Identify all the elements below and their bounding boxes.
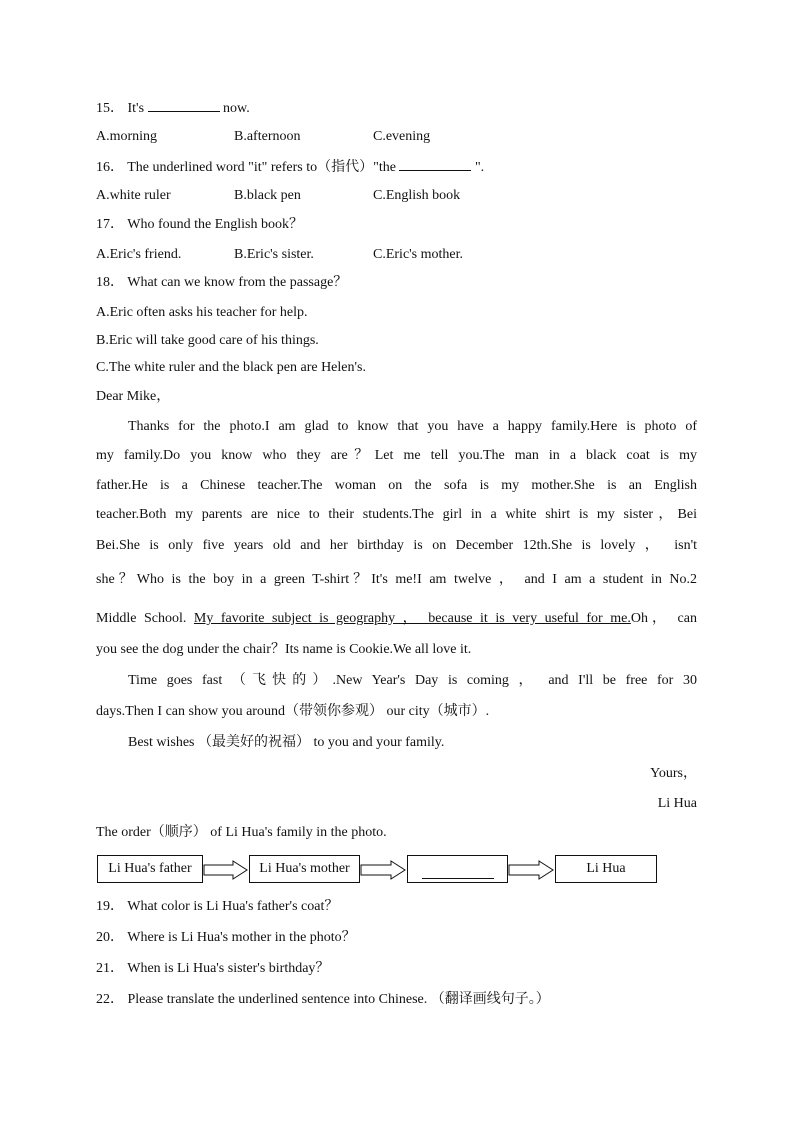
letter-line: teacher.Both my parents are nice to their students.The girl in a white shirt is my sister，Bei [96,507,697,522]
question-text-post: ". [474,160,485,175]
line-text: Middle School. [96,611,194,626]
question-22 [96,991,550,1009]
letter-line: you see the dog under the chair？Its name is Cookie.We all love it. [96,642,472,657]
question-text-post: now. [223,101,250,116]
question-text: Where is Li Hua's mother in the photo？ [127,930,356,945]
option-a: A.Eric often asks his teacher for help. [96,305,308,320]
order-label: The order（顺序） of Li Hua's family in the photo. [96,825,387,840]
letter-closing: Yours， [650,766,697,781]
letter-line: father.He is a Chinese teacher.The woman on the sofa is my mother.She is an English [96,478,697,493]
right-arrow-icon [203,860,249,880]
order-box-li-hua [555,855,657,883]
question-19 [96,898,338,916]
question-number: 16． [96,160,124,175]
question-18 [96,274,347,292]
option-c: C.The white ruler and the black pen are Helen's. [96,360,366,375]
option-a: A.Eric's friend. [96,247,182,262]
line-text: Oh， can [630,611,697,626]
order-box-blank[interactable] [407,855,508,883]
question-text: Who found the English book？ [127,217,304,232]
option-c: C.Eric's mother. [373,247,464,262]
order-box-text: Li Hua's mother [259,861,350,876]
letter-line: Thanks for the photo.I am glad to know that you have a happy family.Here is photo of [128,419,697,434]
answer-blank[interactable] [148,98,220,112]
option-a: A.morning [96,129,158,144]
question-text-pre: The underlined word "it" refers to（指代）"the [127,160,396,175]
option-c: C.English book [373,188,461,203]
option-a: A.white ruler [96,188,171,203]
question-15 [96,98,250,118]
question-21 [96,960,329,978]
question-17 [96,216,303,234]
letter-line: Time goes fast （飞快的）.New Year's Day is coming ， and I'll be free for 30 [128,673,697,688]
option-b: B.Eric's sister. [234,247,314,262]
letter-line-underlined [96,610,697,628]
order-box-text: Li Hua's father [108,861,192,876]
option-b: B.Eric will take good care of his things. [96,333,319,348]
question-text-pre: It's [127,101,145,116]
letter-line: days.Then I can show you around（带领你参观） our city（城市）. [96,704,490,719]
letter-line: my family.Do you know who they are？Let me tell you.The man in a black coat is my [96,448,697,463]
question-text: What color is Li Hua's father's coat？ [127,899,339,914]
option-b: B.afternoon [234,129,301,144]
letter-line: Bei.She is only five years old and her birthday is on December 12th.She is lovely ， isn't [96,538,697,553]
letter-signature: Li Hua [657,796,697,811]
letter-line: she？Who is the boy in a green T-shirt？It's me!I am twelve ， and I am a student in No.2 [96,572,697,587]
question-number: 19． [96,899,124,914]
question-number: 17． [96,217,124,232]
question-number: 22． [96,992,124,1007]
question-number: 21． [96,961,124,976]
order-box-mother [249,855,360,883]
answer-blank[interactable] [422,865,494,879]
order-box-text: Li Hua [586,861,626,876]
letter-best-wishes: Best wishes （最美好的祝福） to you and your family. [128,735,445,750]
question-16 [96,157,484,177]
right-arrow-icon [360,860,407,880]
question-text: When is Li Hua's sister's birthday？ [127,961,330,976]
letter-greeting: Dear Mike， [96,389,171,404]
option-c: C.evening [373,129,431,144]
question-number: 20． [96,930,124,945]
order-box-father [97,855,203,883]
question-number: 18． [96,275,124,290]
question-text: What can we know from the passage？ [127,275,348,290]
answer-blank[interactable] [399,157,471,171]
right-arrow-icon [508,860,555,880]
question-number: 15． [96,101,124,116]
question-20 [96,929,356,947]
underlined-sentence: My favorite subject is geography ， because it is very useful for me. [193,611,631,626]
question-text: Please translate the underlined sentence into Chinese. （翻译画线句子。） [127,992,550,1007]
option-b: B.black pen [234,188,301,203]
